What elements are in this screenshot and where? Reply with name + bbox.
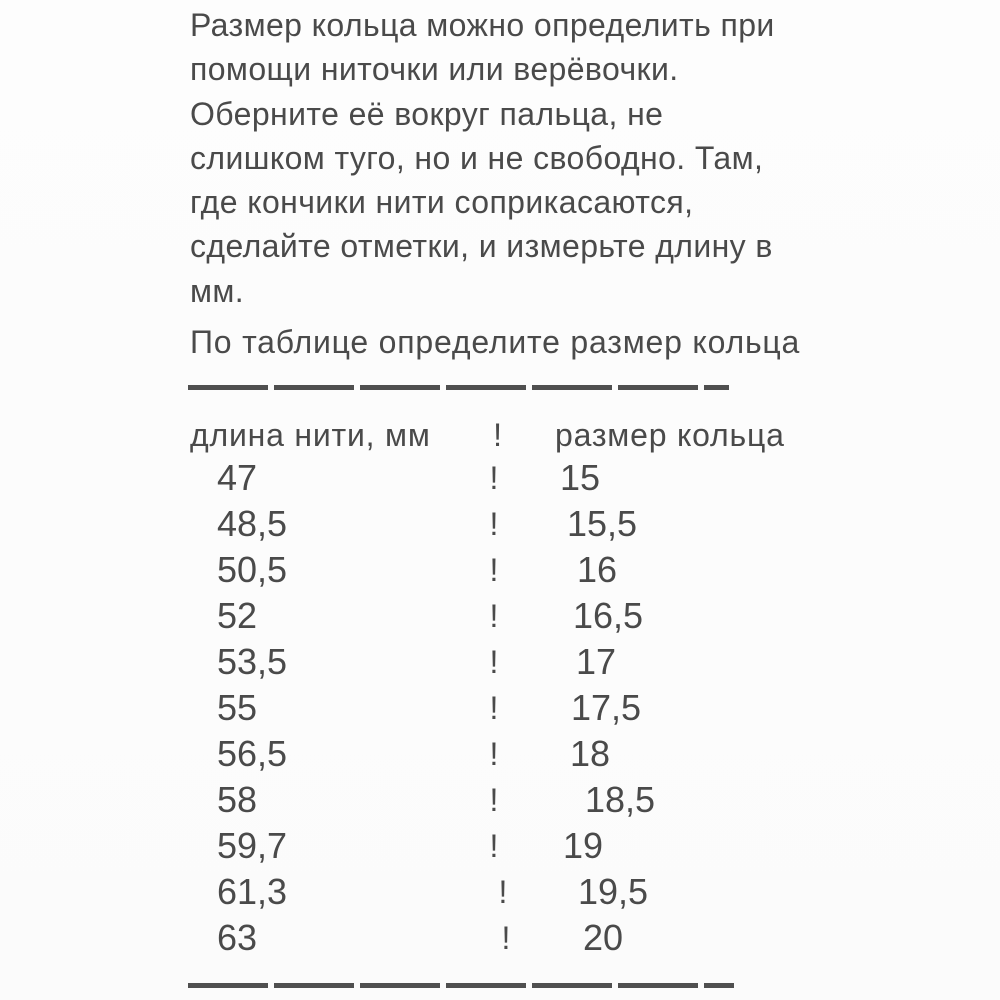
instruction-line: мм. <box>190 272 245 309</box>
row-separator: ! <box>489 505 499 542</box>
row-separator: ! <box>489 459 499 496</box>
thread-length-value: 53,5 <box>217 641 288 682</box>
ring-size-value: 15 <box>560 457 601 498</box>
row-separator: ! <box>489 643 499 680</box>
instruction-line: помощи ниточки или верёвочки. <box>190 51 679 88</box>
row-separator: ! <box>489 827 499 864</box>
table-row <box>190 823 785 869</box>
thread-length-value: 55 <box>217 687 258 728</box>
thread-length-value: 63 <box>217 917 258 958</box>
ring-size-value: 19 <box>563 825 604 866</box>
ring-size-value: 15,5 <box>567 503 638 544</box>
table-top-divider <box>188 385 729 390</box>
table-row <box>190 915 785 961</box>
instruction-line: Оберните её вокруг пальца, не <box>190 95 664 132</box>
thread-length-value: 59,7 <box>217 825 288 866</box>
thread-length-value: 47 <box>217 457 258 498</box>
instruction-line: где кончики нити соприкасаются, <box>190 184 694 221</box>
table-row <box>190 869 785 915</box>
table-bottom-divider <box>188 983 734 988</box>
thread-length-value: 56,5 <box>217 733 288 774</box>
column-header-thread-length: длина нити, мм <box>190 416 431 453</box>
thread-length-value: 50,5 <box>217 549 288 590</box>
table-row <box>190 501 785 547</box>
instruction-line: слишком туго, но и не свободно. Там, <box>190 139 764 176</box>
table-header-row <box>190 415 785 455</box>
ring-size-value: 17,5 <box>571 687 642 728</box>
instruction-line: Размер кольца можно определить при <box>190 7 775 43</box>
row-separator: ! <box>501 919 511 956</box>
ring-size-value: 17 <box>576 641 617 682</box>
table-row <box>190 455 785 501</box>
ring-size-value: 16,5 <box>573 595 644 636</box>
row-separator: ! <box>489 551 499 588</box>
row-separator: ! <box>489 689 499 726</box>
table-intro-line: По таблице определите размер кольца <box>190 324 801 360</box>
table-row <box>190 593 785 639</box>
table-row <box>190 547 785 593</box>
thread-length-value: 61,3 <box>217 871 288 912</box>
row-separator: ! <box>489 735 499 772</box>
table-row <box>190 685 785 731</box>
column-separator: ! <box>493 416 503 453</box>
row-separator: ! <box>498 873 508 910</box>
thread-length-value: 58 <box>217 779 258 820</box>
row-separator: ! <box>489 781 499 818</box>
instruction-line: сделайте отметки, и измерьте длину в <box>190 228 773 265</box>
instructions-paragraph <box>190 3 775 313</box>
ring-size-value: 19,5 <box>578 871 649 912</box>
ring-size-value: 18,5 <box>585 779 656 820</box>
ring-size-value: 18 <box>570 733 611 774</box>
column-header-ring-size: размер кольца <box>555 416 785 453</box>
table-row <box>190 731 785 777</box>
table-row <box>190 777 785 823</box>
ring-size-value: 20 <box>583 917 624 958</box>
table-row <box>190 639 785 685</box>
thread-length-value: 48,5 <box>217 503 288 544</box>
thread-length-value: 52 <box>217 595 258 636</box>
ring-size-table <box>190 415 785 961</box>
ring-size-value: 16 <box>577 549 618 590</box>
row-separator: ! <box>489 597 499 634</box>
